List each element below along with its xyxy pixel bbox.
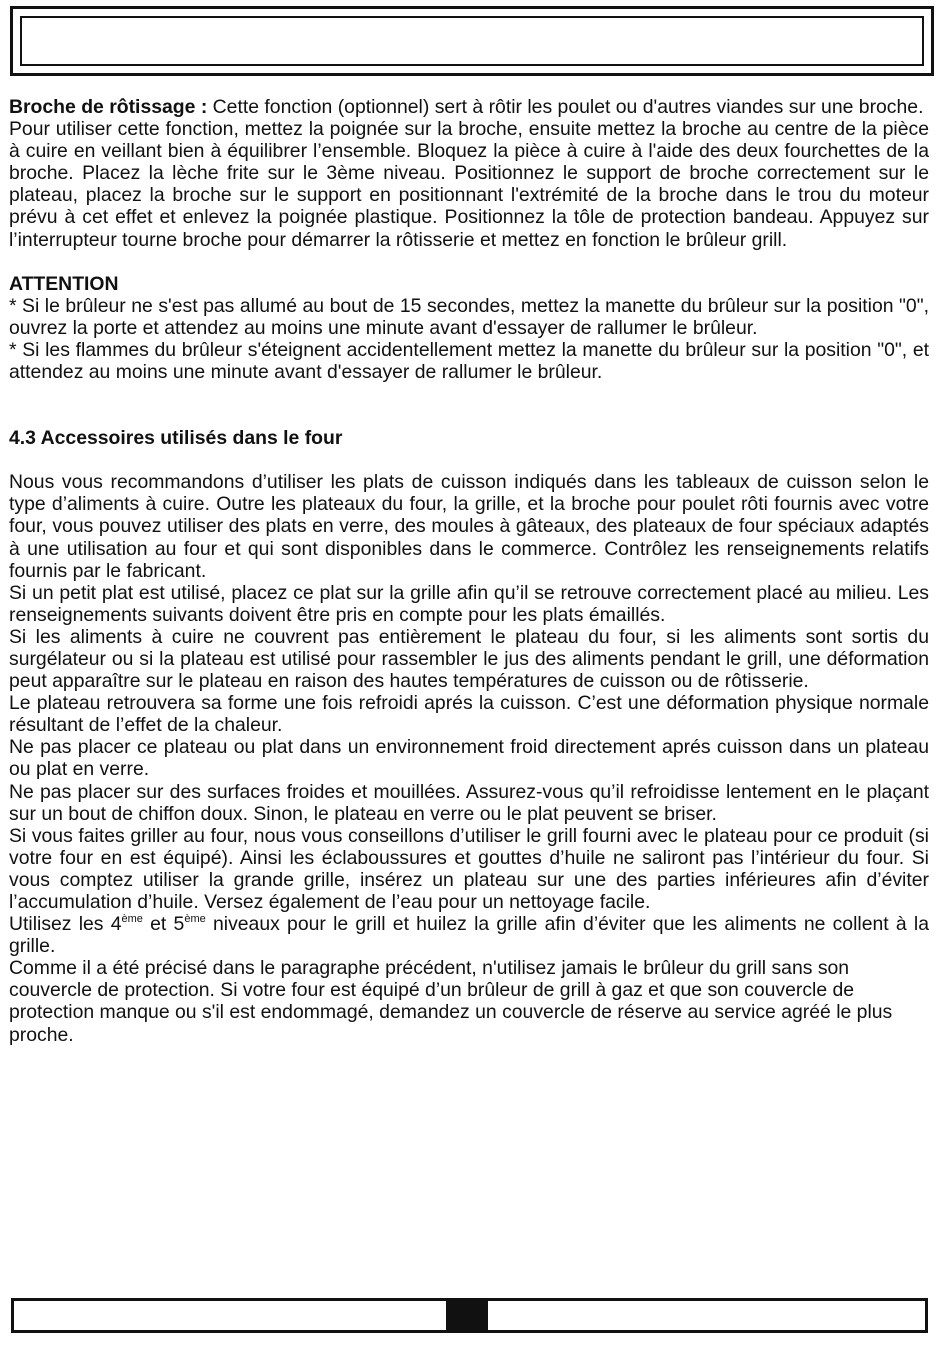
section-paragraph-8 [9,913,929,957]
section-paragraph-9: Comme il a été précisé dans le paragraphe précédent, n'utilisez jamais le brûleur du grill sans son couvercle de protection. Si votre four est équipé d’un brûleur de grill à gaz et que son couvercle de protection manque ou s'il est endommagé, demandez un couvercle de réserve au service agréé le plus proche. [9,957,893,1046]
section-paragraph-2: Si un petit plat est utilisé, placez ce plat sur la grille afin qu’il se retrouve correctement placé au milieu. Les renseignements suivants doivent être pris en compte pour les plats émaillés. [9,581,929,626]
broche-text: Pour utiliser cette fonction, mettez la poignée sur la broche, ensuite mettez la broche au centre de la pièce à cuire en veillant bien à équilibrer l’ensemble. Bloquez la pièce à cuire à l'aide des deux fourchettes de la broche. Placez la lèche frite sur le 3ème niveau. Positionnez le support de broche correctement sur le plateau, placez la broche sur le support en positionnant l'extrémité de la broche dans le trou du moteur prévu à cet effet et enlevez la poignée plastique. Positionnez la tôle de protection bandeau. Appuyez sur l’interrupteur tourne broche pour démarrer la rôtisserie et mettez en fonction le brûleur grill. [9,118,929,251]
section-paragraph-7: Si vous faites griller au four, nous vous conseillons d’utiliser le grill fourni avec le plateau pour ce produit (si votre four en est équipé). Ainsi les éclaboussures et gouttes d’huile ne saliront pas l’intérieur du four. Si vous comptez utiliser la grande grille, insérez un plateau sur une des parties inférieures afin d’éviter l’accumulation d’huile. Versez également de l’eau pour un nettoyage facile. [9,824,929,913]
section-paragraph-3: Si les aliments à cuire ne couvrent pas entièrement le plateau du four, si les aliments sont sortis du surgélateur ou si la plateau est utilisé pour rassembler le jus des aliments pendant le grill, une déformation peut apparaître sur le plateau en raison des hautes températures de cuisson ou de rôtisserie. [9,625,929,693]
footer-right-box [485,1298,928,1333]
footer-page-tab [449,1298,485,1333]
p8-part-a: Utilisez les 4 [9,913,122,936]
section-paragraph-5: Ne pas placer ce plateau ou plat dans un environnement froid directement aprés cuisson dans un plateau ou plat en verre. [9,736,929,781]
section-paragraph-4: Le plateau retrouvera sa forme une fois refroidi aprés la cuisson. C’est une déformation physique normale résultant de l’effet de la chaleur. [9,692,929,737]
section-heading: 4.3 Accessoires utilisés dans le four [9,427,343,450]
p8-sup-2: ème [184,912,206,925]
p8-part-c: niveaux pour le grill et huilez la grille afin d’éviter que les aliments ne collent à la grille. [9,913,929,958]
page-content [9,96,929,1046]
attention-item-1: * Si le brûleur ne s'est pas allumé au bout de 15 secondes, mettez la manette du brûleur sur la position "0", ouvrez la porte et attendez au moins une minute avant d'essayer de rallumer le brûleur. [9,294,929,339]
section-paragraph-1: Nous vous recommandons d’utiliser les plats de cuisson indiqués dans les tableaux de cuisson selon le type d’aliments à cuire. Outre les plateaux du four, la grille, et la broche pour poulet rôti fournis avec votre four, vous pouvez utiliser des plats en verre, des moules à gâteaux, des plateaux de four spéciaux adaptés à une utilisation au four et qui sont disponibles dans le commerce. Contrôlez les renseignements relatifs fournis par le fabricant. [9,471,929,582]
attention-title: ATTENTION [9,272,119,295]
section-paragraph-6: Ne pas placer sur des surfaces froides et mouillées. Assurez-vous qu’il refroidisse lentement en le plaçant sur un bout de chiffon doux. Sinon, le plateau en verre ou le plat peuvent se briser. [9,780,929,825]
broche-intro [9,96,929,118]
footer-left-box [11,1298,449,1333]
header-frame [10,6,934,76]
header-inner-box [20,16,924,66]
p8-sup-1: ème [121,912,143,925]
p8-part-b: et 5 [142,913,185,936]
attention-item-2: * Si les flammes du brûleur s'éteignent accidentellement mettez la manette du brûleur sur la position "0", et attendez au moins une minute avant d'essayer de rallumer le brûleur. [9,338,929,384]
broche-intro-text: Cette fonction (optionnel) sert à rôtir les poulet ou d'autres viandes sur une broche. [207,96,924,118]
broche-label: Broche de rôtissage : [9,96,208,118]
